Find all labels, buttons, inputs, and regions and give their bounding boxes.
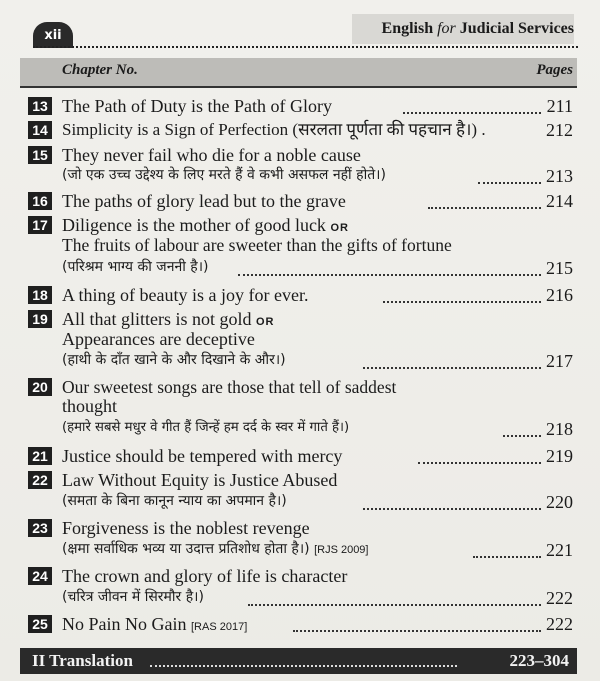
entry-title-alt: thought bbox=[62, 396, 118, 416]
dot-leader bbox=[238, 274, 541, 276]
entry-hindi: (क्षमा सर्वाधिक भव्य या उदात्त प्रतिशोध होता है।) [RJS 2009] bbox=[62, 541, 369, 557]
exam-note: [RAS 2017] bbox=[191, 621, 248, 633]
chapter-column-label: Chapter No. bbox=[62, 62, 138, 78]
page-ref: 212 bbox=[546, 120, 573, 140]
dot-leader bbox=[383, 301, 541, 303]
page-ref: 214 bbox=[546, 191, 573, 211]
entry-title: The Path of Duty is the Path of Glory bbox=[62, 96, 332, 116]
column-header bbox=[20, 58, 577, 88]
chapter-number: 13 bbox=[28, 97, 52, 115]
entry-title-alt: Appearances are deceptive bbox=[62, 329, 255, 349]
entry-title: Diligence is the mother of good luck OR bbox=[62, 215, 349, 235]
chapter-number: 21 bbox=[28, 447, 52, 465]
page-ref: 222 bbox=[546, 588, 573, 608]
page-ref: 219 bbox=[546, 446, 573, 466]
chapter-number: 23 bbox=[28, 519, 52, 537]
page-ref: 213 bbox=[546, 166, 573, 186]
dot-leader bbox=[403, 112, 541, 114]
chapter-number: 14 bbox=[28, 121, 52, 139]
entry-title: Law Without Equity is Justice Abused bbox=[62, 470, 338, 490]
entry-hindi: (परिश्रम भाग्य की जननी है।) bbox=[62, 259, 209, 275]
dot-leader bbox=[473, 556, 541, 558]
entry-hindi: (हाथी के दाँत खाने के और दिखाने के और।) bbox=[62, 352, 286, 368]
entry-title: A thing of beauty is a joy for ever. bbox=[62, 285, 309, 305]
page-ref: 218 bbox=[546, 419, 573, 439]
dot-leader bbox=[150, 665, 457, 667]
running-head: English for Judicial Services bbox=[381, 20, 574, 37]
page-ref: 220 bbox=[546, 492, 573, 512]
dot-leader bbox=[248, 604, 541, 606]
page-ref: 221 bbox=[546, 540, 573, 560]
entry-hindi: (हमारे सबसे मधुर वे गीत हैं जिन्हें हम दर्द के स्वर में गाते हैं।) bbox=[62, 420, 350, 435]
dot-leader bbox=[363, 367, 541, 369]
entry-title: Justice should be tempered with mercy bbox=[62, 446, 343, 466]
header-rule bbox=[33, 46, 578, 48]
chapter-number: 19 bbox=[28, 310, 52, 328]
entry-title-alt: The fruits of labour are sweeter than the gifts of fortune bbox=[62, 235, 452, 255]
entry-hindi: (समता के बिना कानून न्याय का अपमान है।) bbox=[62, 493, 287, 509]
entry-title: The paths of glory lead but to the grave bbox=[62, 191, 346, 211]
entry-title: All that glitters is not gold OR bbox=[62, 309, 275, 329]
chapter-number: 22 bbox=[28, 471, 52, 489]
chapter-number: 17 bbox=[28, 216, 52, 234]
page-ref: 222 bbox=[546, 614, 573, 634]
section-label: II Translation bbox=[32, 651, 133, 670]
chapter-number: 20 bbox=[28, 378, 52, 396]
chapter-number: 18 bbox=[28, 286, 52, 304]
page-ref: 216 bbox=[546, 285, 573, 305]
entry-title: Simplicity is a Sign of Perfection (सरलता पूर्णता की पहचान है।) . bbox=[62, 120, 486, 139]
entry-title: Forgiveness is the noblest revenge bbox=[62, 518, 310, 538]
chapter-number: 15 bbox=[28, 146, 52, 164]
dot-leader bbox=[293, 630, 541, 632]
dot-leader bbox=[428, 207, 541, 209]
chapter-number: 16 bbox=[28, 192, 52, 210]
dot-leader bbox=[363, 508, 541, 510]
entry-hindi: (चरित्र जीवन में सिरमौर है।) bbox=[62, 589, 204, 605]
entry-title: The crown and glory of life is character bbox=[62, 566, 348, 586]
page-number-tab: xii bbox=[33, 22, 73, 48]
dot-leader bbox=[418, 462, 541, 464]
section-pages: 223–304 bbox=[509, 651, 569, 670]
dot-leader bbox=[478, 182, 541, 184]
section-bar[interactable] bbox=[20, 648, 577, 674]
pages-column-label: Pages bbox=[536, 62, 573, 78]
page-ref: 211 bbox=[546, 96, 573, 116]
entry-title: No Pain No Gain [RAS 2017] bbox=[62, 614, 248, 634]
page-ref: 217 bbox=[546, 351, 573, 371]
dot-leader bbox=[503, 435, 541, 437]
entry-hindi: (जो एक उच्च उद्देश्य के लिए मरते हैं वे कभी असफल नहीं होते।) bbox=[62, 167, 386, 183]
chapter-number: 25 bbox=[28, 615, 52, 633]
entry-title: Our sweetest songs are those that tell of saddest bbox=[62, 377, 397, 397]
page-ref: 215 bbox=[546, 258, 573, 278]
chapter-number: 24 bbox=[28, 567, 52, 585]
entry-title: They never fail who die for a noble cause bbox=[62, 145, 361, 165]
exam-note: [RJS 2009] bbox=[314, 544, 369, 556]
